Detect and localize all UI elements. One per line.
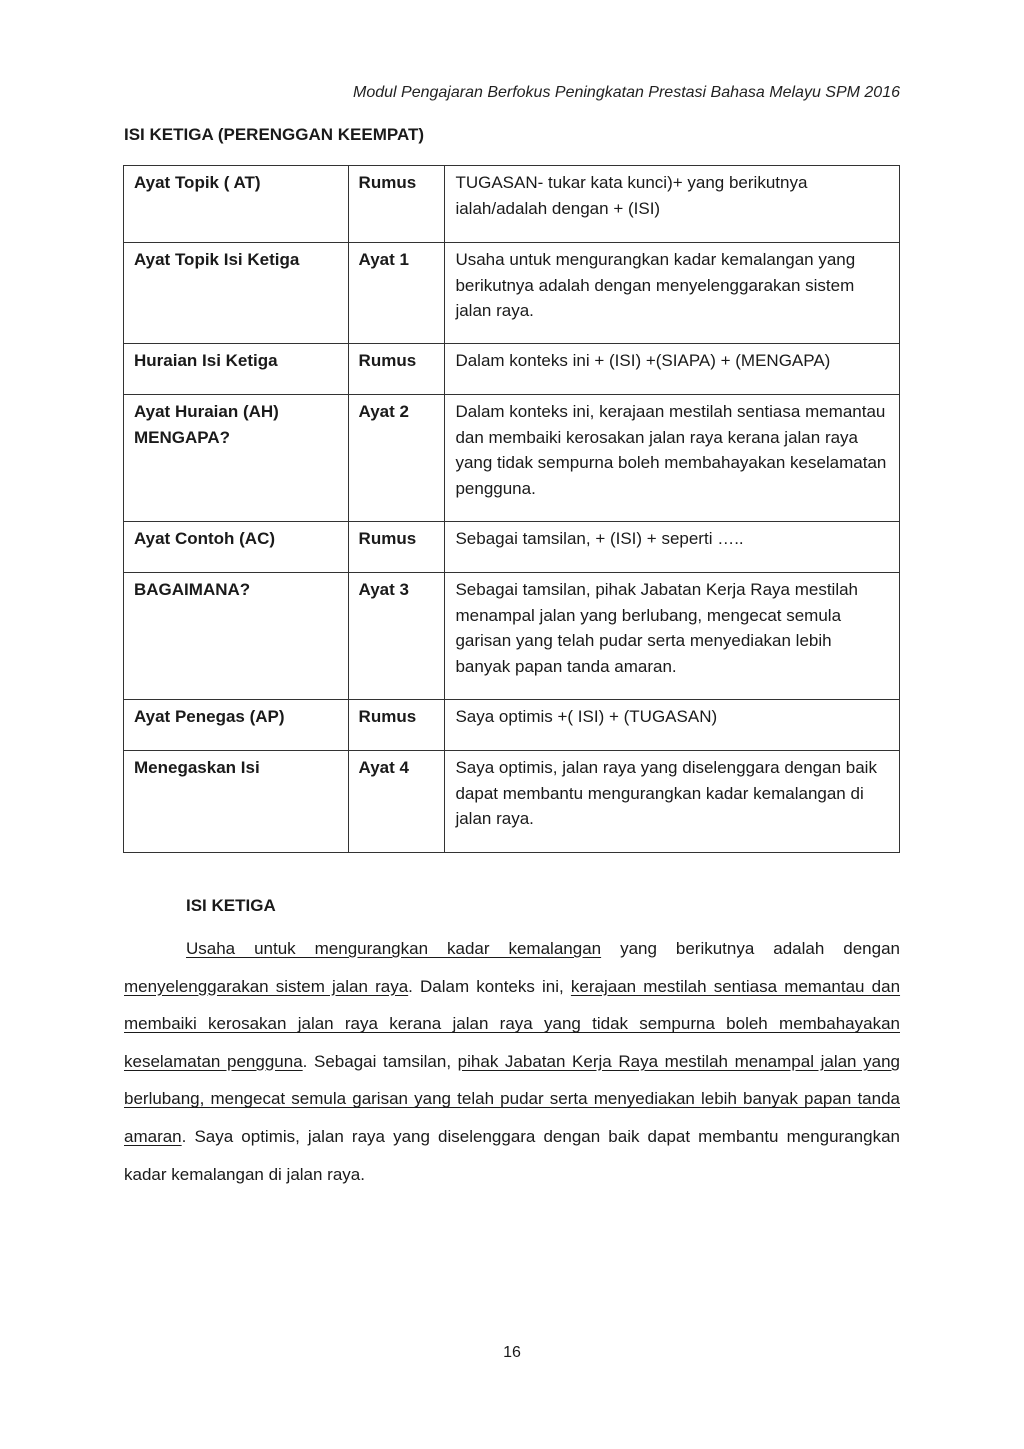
table-row bbox=[124, 344, 900, 395]
topic-sentence-end: menyelenggarakan sistem jalan raya bbox=[124, 976, 409, 996]
row-text: Dalam konteks ini + (ISI) +(SIAPA) + (MENGAPA) bbox=[445, 344, 900, 395]
conclusion-sentence: . Saya optimis, jalan raya yang diselenggara dengan baik dapat membantu mengurangkan kadar kemalangan di jalan raya. bbox=[124, 1126, 900, 1184]
row-label: Ayat Topik Isi Ketiga bbox=[124, 243, 349, 344]
row-text: Saya optimis, jalan raya yang diselenggara dengan baik dapat membantu mengurangkan kadar kemalangan di jalan raya. bbox=[445, 751, 900, 853]
table-row bbox=[124, 700, 900, 751]
row-type: Rumus bbox=[348, 700, 445, 751]
paragraph-text: yang berikutnya adalah dengan bbox=[601, 939, 900, 958]
row-label: Huraian Isi Ketiga bbox=[124, 344, 349, 395]
topic-sentence: Usaha untuk mengurangkan kadar kemalangan bbox=[186, 939, 602, 958]
row-type: Rumus bbox=[348, 344, 445, 395]
paragraph-text: . Sebagai tamsilan, bbox=[302, 1051, 458, 1071]
running-header: Modul Pengajaran Berfokus Peningkatan Prestasi Bahasa Melayu SPM 2016 bbox=[353, 84, 900, 101]
table-row bbox=[124, 751, 900, 853]
row-label: Ayat Penegas (AP) bbox=[124, 700, 349, 751]
paragraph-text: . Dalam konteks ini, bbox=[408, 976, 571, 996]
table-row bbox=[124, 395, 900, 522]
table-row bbox=[124, 522, 900, 573]
row-type: Ayat 3 bbox=[348, 573, 445, 700]
table-row bbox=[124, 243, 900, 344]
row-label: BAGAIMANA? bbox=[124, 573, 349, 700]
table-row bbox=[124, 166, 900, 243]
row-text: TUGASAN- tukar kata kunci)+ yang berikutnya ialah/adalah dengan + (ISI) bbox=[445, 166, 900, 243]
row-type: Ayat 4 bbox=[348, 751, 445, 853]
row-label: Ayat Contoh (AC) bbox=[124, 522, 349, 573]
row-type: Rumus bbox=[348, 166, 445, 243]
example-sentence: pihak Jabatan Kerja Raya mestilah menampal jalan yang berlubang, mengecat semula garisan yang telah pudar serta menyediakan lebih banyak papan tanda amaran bbox=[124, 1051, 901, 1146]
elaboration-sentence: kerajaan mestilah sentiasa memantau dan membaiki kerosakan jalan raya kerana jalan raya yang tidak sempurna boleh membahayakan keselamatan pengguna bbox=[124, 976, 901, 1071]
row-type: Ayat 2 bbox=[348, 395, 445, 522]
row-text: Dalam konteks ini, kerajaan mestilah sentiasa memantau dan membaiki kerosakan jalan raya kerana jalan raya yang tidak sempurna boleh membahayakan keselamatan pengguna. bbox=[445, 395, 900, 522]
row-label: Ayat Huraian (AH) MENGAPA? bbox=[124, 395, 349, 522]
row-type: Rumus bbox=[348, 522, 445, 573]
row-text: Saya optimis +( ISI) + (TUGASAN) bbox=[445, 700, 900, 751]
paragraph-title: ISI KETIGA bbox=[186, 896, 276, 915]
row-text: Usaha untuk mengurangkan kadar kemalangan yang berikutnya adalah dengan menyelenggarakan sistem jalan raya. bbox=[445, 243, 900, 344]
row-label: Ayat Topik ( AT) bbox=[124, 166, 349, 243]
table-row bbox=[124, 573, 900, 700]
page-number: 16 bbox=[503, 1344, 521, 1361]
row-text: Sebagai tamsilan, pihak Jabatan Kerja Raya mestilah menampal jalan yang berlubang, mengecat semula garisan yang telah pudar serta menyediakan lebih banyak papan tanda amaran. bbox=[445, 573, 900, 700]
row-type: Ayat 1 bbox=[348, 243, 445, 344]
row-text: Sebagai tamsilan, + (ISI) + seperti ….. bbox=[445, 522, 900, 573]
section-title: ISI KETIGA (PERENGGAN KEEMPAT) bbox=[124, 125, 425, 144]
essay-paragraph bbox=[124, 930, 900, 1193]
formula-table bbox=[123, 165, 900, 853]
row-label: Menegaskan Isi bbox=[124, 751, 349, 853]
